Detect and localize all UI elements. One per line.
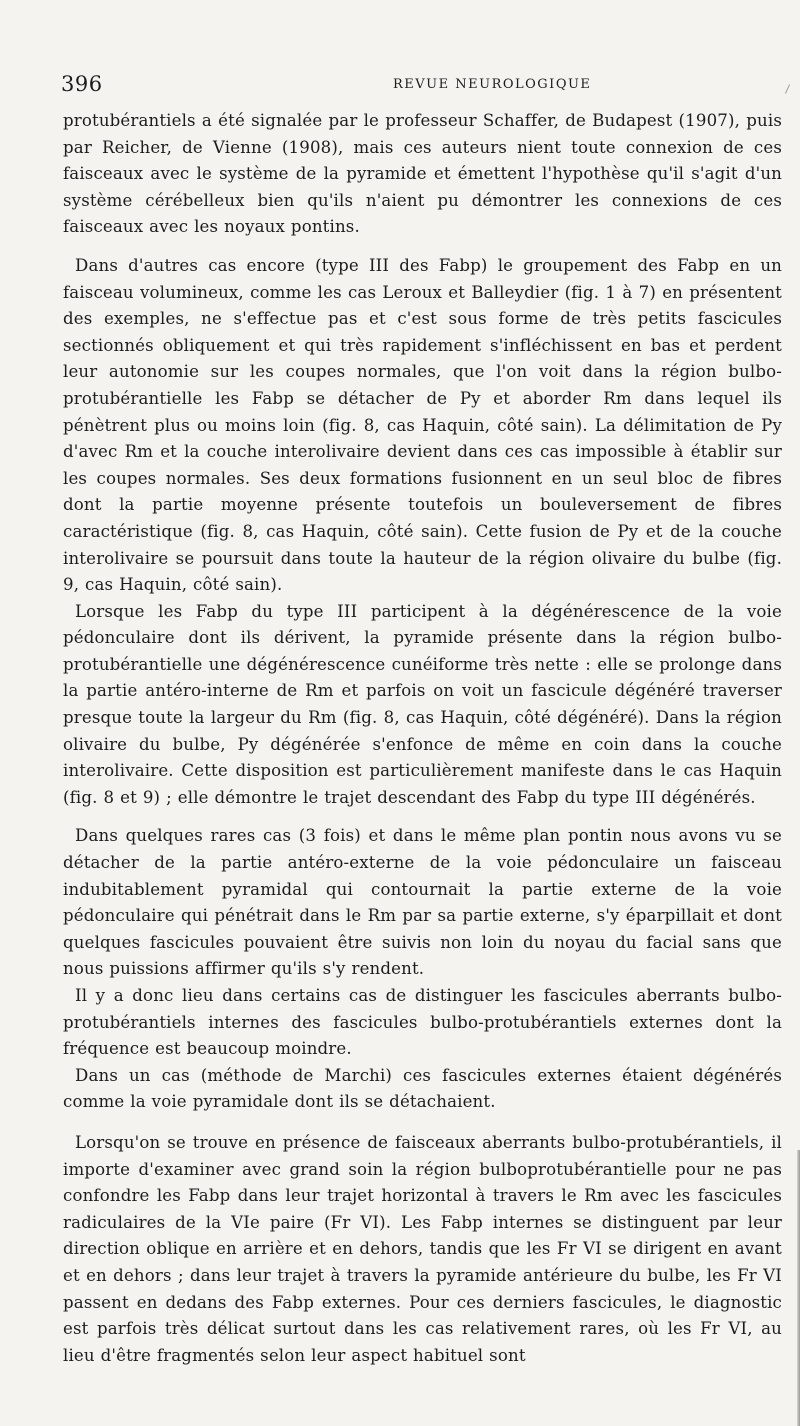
paragraph-marchi: Dans un cas (méthode de Marchi) ces fascicules externes étaient dégénérés comme la voie pyramidale dont ils se détachaient. xyxy=(63,1065,782,1112)
scan-mark xyxy=(785,84,790,93)
paragraph-distinction: Il y a donc lieu dans certains cas de distinguer les fascicules aberrants bulbo-protubérantiels internes des fascicules bulbo-protubérantiels externes dont la fréquence est beaucoup moindre. xyxy=(63,986,782,1059)
paragraph-rare-cases: Dans quelques rares cas (3 fois) et dans le même plan pontin nous avons vu se détacher de la partie antéro-externe de la voie pédonculaire un faisceau indubitablement pyramidal qui contournait la partie externe de la voie pédonculaire qui pénétrait dans le Rm par sa partie externe, s'y éparpillait et dont quelques fascicules pouvaient être suivis non loin du noyau du facial sans que nous puissions affirmer qu'ils s'y rendent. xyxy=(63,826,782,979)
page-number: 396 xyxy=(61,72,103,96)
paragraph-continuation: protubérantiels a été signalée par le professeur Schaffer, de Budapest (1907), puis par Reicher, de Vienne (1908), mais ces auteurs nient toute connexion de ces faisceaux avec le système de la pyramide et émettent l'hypothèse qu'il s'agit d'un système cérébelleux bien qu'ils n'aient pu démontrer les connexions de ces faisceaux avec les noyaux pontins. xyxy=(63,111,782,237)
paragraph-type-iii: Dans d'autres cas encore (type III des Fabp) le groupement des Fabp en un faisceau volumineux, comme les cas Leroux et Balleydier (fig. 1 à 7) en présentent des exemples, ne s'effectue pas et c'est sous forme de très petits fascicules sectionnés obliquement et qui très rapidement s'infléchissent en bas et perdent leur autonomie sur les coupes normales, que l'on voit dans la région bulbo-protubérantielle les Fabp se détacher de Py et aborder Rm dans lequel ils pénètrent plus ou moins loin (fig. 8, cas Haquin, côté sain). La délimitation de Py d'avec Rm et la couche interolivaire devient dans ces cas impossible à établir sur les coupes normales. Ses deux formations fusionnent en un seul bloc de fibres dont la partie moyenne présente toutefois un bouleversement de fibres caractéristique (fig. 8, cas Haquin, côté sain). Cette fusion de Py et de la couche interolivaire se poursuit dans toute la hauteur de la région olivaire du bulbe (fig. 9, cas Haquin, côté sain). xyxy=(63,255,782,595)
paragraph-diagnosis: Lorsqu'on se trouve en présence de faisceaux aberrants bulbo-protubérantiels, il importe d'examiner avec grand soin la région bulboprotubérantielle pour ne pas confondre les Fabp dans leur trajet horizontal à travers le Rm avec les fascicules radiculaires de la VIe paire (Fr VI). Les Fabp internes se distinguent par leur direction oblique en arrière et en dehors, tandis que les Fr VI se dirigent en avant et en dehors ; dans leur trajet à travers la pyramide antérieure du bulbe, les Fr VI passent en dedans des Fabp externes. Pour ces derniers fascicules, le diagnostic est parfois très délicat surtout dans les cas relativement rares, où les Fr VI, au lieu d'être fragmentés selon leur aspect habituel sont xyxy=(63,1132,782,1365)
running-header xyxy=(63,72,782,98)
journal-title: REVUE NEUROLOGIQUE xyxy=(393,77,592,92)
article-body xyxy=(63,108,782,1369)
paragraph-degeneration: Lorsque les Fabp du type III participent à la dégénérescence de la voie pédonculaire dont ils dérivent, la pyramide présente dans la région bulbo-protubérantielle une dégénérescence cunéiforme très nette : elle se prolonge dans la partie antéro-interne de Rm et parfois on voit un fascicule dégénéré traverser presque toute la largeur du Rm (fig. 8, cas Haquin, côté dégénéré). Dans la région olivaire du bulbe, Py dégénérée s'enfonce de même en coin dans la couche interolivaire. Cette disposition est particulièrement manifeste dans le cas Haquin (fig. 8 et 9) ; elle démontre le trajet descendant des Fabp du type III dégénérés. xyxy=(63,601,782,807)
